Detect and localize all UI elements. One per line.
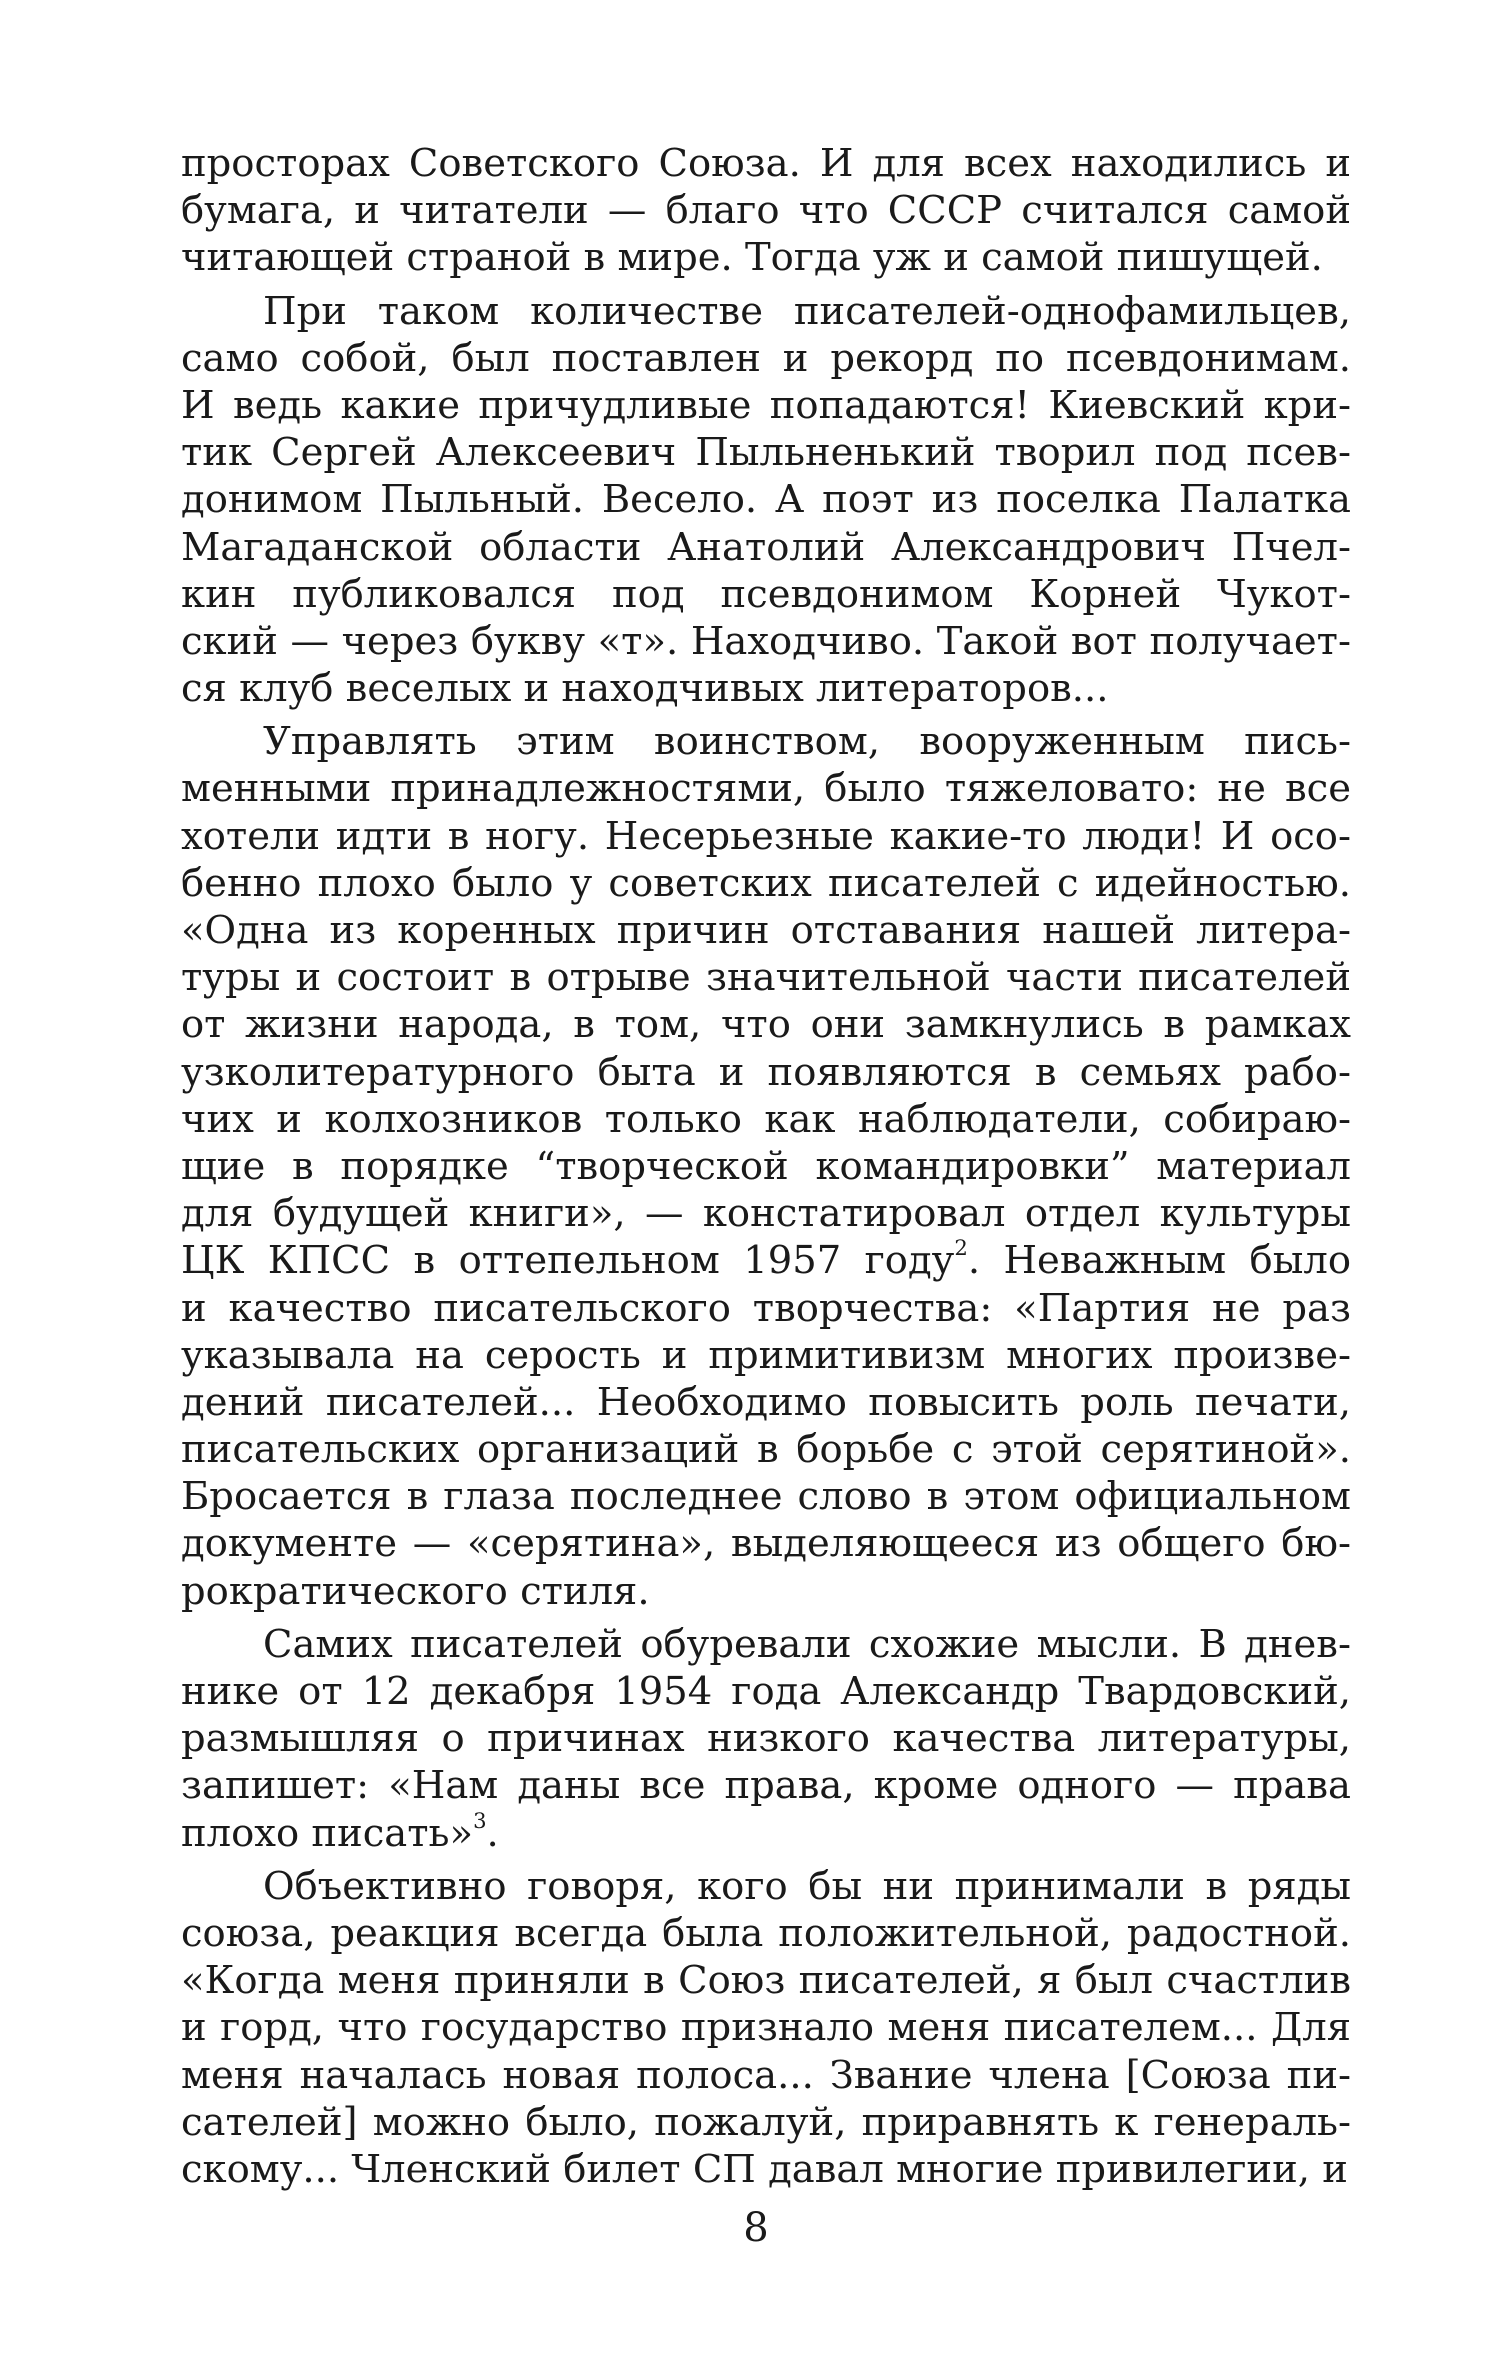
text-line-content: При таком количестве писателей-однофамильцев, [263, 288, 1351, 334]
text-line [181, 1715, 1351, 1762]
text-line [181, 860, 1351, 907]
text-line-content: «Когда меня приняли в Союз писателей, я был счастлив [181, 1958, 1351, 2004]
footnote-mark: 3 [473, 1807, 487, 1833]
text-line [181, 1668, 1351, 1715]
text-line-content: для будущей книги», — констатировал отдел культуры [181, 1191, 1351, 1237]
text-line [181, 1910, 1351, 1957]
text-line [181, 234, 1351, 281]
text-line [181, 1520, 1351, 1567]
text-line-content: рократического стиля. [181, 1568, 650, 1614]
paragraph [181, 718, 1351, 1615]
text-line-content: и горд, что государство признало меня писателем... Для [181, 2005, 1351, 2051]
text-line [181, 765, 1351, 812]
text-line-content: Магаданской области Анатолий Александрович Пчел- [181, 524, 1351, 570]
text-line-content: писательских организаций в борьбе с этой серятиной». [181, 1427, 1351, 1473]
text-line-content: ся клуб веселых и находчивых литераторов... [181, 666, 1109, 712]
text-line-content: Бросается в глаза последнее слово в этом официальном [181, 1474, 1351, 1520]
text-line [181, 1096, 1351, 1143]
text-line-content: И ведь какие причудливые попадаются! Киевский кри- [181, 382, 1351, 428]
text-line-content: тик Сергей Алексеевич Пыльненький творил под псев- [181, 430, 1351, 476]
text-line-content: бумага, и читатели — благо что СССР считался самой [181, 188, 1351, 234]
paragraph [181, 1621, 1351, 1857]
text-line [181, 1190, 1351, 1237]
text-line-content: менными принадлежностями, было тяжеловато: не все [181, 766, 1351, 812]
paragraph [181, 1863, 1351, 2193]
text-line-content: читающей страной в мире. Тогда уж и самой пишущей. [181, 235, 1323, 281]
text-line-content: плохо писать» [181, 1810, 474, 1856]
text-line [181, 813, 1351, 860]
text-line [181, 618, 1351, 665]
text-line [181, 1237, 1351, 1284]
text-line [181, 907, 1351, 954]
text-line [181, 1762, 1351, 1809]
text-line-content: и качество писательского творчества: «Партия не раз [181, 1285, 1351, 1331]
paragraph [181, 140, 1351, 282]
text-line-content: «Одна из коренных причин отставания нашей литера- [181, 908, 1351, 953]
text-line [181, 1001, 1351, 1048]
text-line [181, 2004, 1351, 2051]
text-line-content: скому... Членский билет СП давал многие привилегии, и [181, 2146, 1348, 2192]
text-line [181, 1807, 1351, 1857]
text-line [181, 954, 1351, 1001]
text-line-content: Объективно говоря, кого бы ни принимали в ряды [263, 1863, 1351, 1909]
text-line-tail: . Неважным было [967, 1238, 1352, 1284]
text-line-content: донимом Пыльный. Весело. А поэт из поселка Палатка [181, 477, 1351, 523]
text-line [181, 665, 1351, 712]
text-line [181, 382, 1351, 429]
text-line [181, 2146, 1351, 2193]
text-line-content: туры и состоит в отрыве значительной части писателей [181, 955, 1351, 1001]
text-line-content: Самих писателей обуревали схожие мысли. В днев- [263, 1621, 1351, 1667]
text-line-content: щие в порядке “творческой командировки” материал [181, 1143, 1351, 1189]
text-line-content: само собой, был поставлен и рекорд по псевдонимам. [181, 335, 1351, 381]
text-line-content: Управлять этим воинством, вооруженным пись- [263, 719, 1351, 765]
footnote-mark: 2 [954, 1235, 968, 1261]
text-line [181, 1473, 1351, 1520]
text-line [181, 429, 1351, 476]
text-line-content: чих и колхозников только как наблюдатели, собираю- [181, 1096, 1351, 1142]
text-line-tail: . [486, 1810, 499, 1856]
text-line [181, 1379, 1351, 1426]
text-line-content: от жизни народа, в том, что они замкнулись в рамках [181, 1002, 1351, 1048]
text-line-content: союза, реакция всегда была положительной, радостной. [181, 1910, 1351, 1956]
text-line-content: дений писателей... Необходимо повысить роль печати, [181, 1379, 1351, 1425]
text-line-content: документе — «серятина», выделяющееся из общего бю- [181, 1521, 1351, 1567]
text-line-content: нике от 12 декабря 1954 года Александр Твардовский, [181, 1669, 1351, 1714]
text-line [181, 571, 1351, 618]
text-line [181, 1957, 1351, 2004]
text-line [181, 140, 1351, 187]
text-line [181, 2099, 1351, 2146]
text-line [181, 1332, 1351, 1379]
text-line-content: запишет: «Нам даны все права, кроме одного — права [181, 1763, 1351, 1809]
text-line [181, 718, 1351, 765]
text-line [181, 335, 1351, 382]
text-line-content: меня началась новая полоса... Звание члена [Союза пи- [181, 2052, 1351, 2098]
text-line [181, 1568, 1351, 1615]
text-line [181, 1049, 1351, 1096]
text-line-content: бенно плохо было у советских писателей с идейностью. [181, 860, 1351, 906]
text-line-content: сателей] можно было, пожалуй, приравнять к генераль- [181, 2099, 1351, 2145]
text-line [181, 187, 1351, 234]
text-line [181, 476, 1351, 523]
text-line-content: кин публиковался под псевдонимом Корней Чукот- [181, 571, 1351, 617]
text-line-content: узколитературного быта и появляются в семьях рабо- [181, 1049, 1351, 1095]
text-line-content: ский — через букву «т». Находчиво. Такой вот получает- [181, 618, 1351, 664]
text-line-content: ЦК КПСС в оттепельном 1957 году [181, 1238, 955, 1284]
text-line [181, 1143, 1351, 1190]
text-line-content: указывала на серость и примитивизм многих произве- [181, 1332, 1351, 1378]
text-line-content: размышляя о причинах низкого качества литературы, [181, 1716, 1351, 1762]
text-line [181, 1285, 1351, 1332]
text-line [181, 1863, 1351, 1910]
text-line [181, 2052, 1351, 2099]
text-line [181, 524, 1351, 571]
text-line [181, 1621, 1351, 1668]
body-text [181, 140, 1351, 2193]
text-line-content: хотели идти в ногу. Несерьезные какие-то люди! И осо- [181, 813, 1351, 859]
page-number: 8 [743, 2205, 769, 2251]
text-line-content: просторах Советского Союза. И для всех находились и [181, 141, 1351, 186]
paragraph [181, 288, 1351, 713]
text-line [181, 288, 1351, 335]
text-line [181, 1426, 1351, 1473]
